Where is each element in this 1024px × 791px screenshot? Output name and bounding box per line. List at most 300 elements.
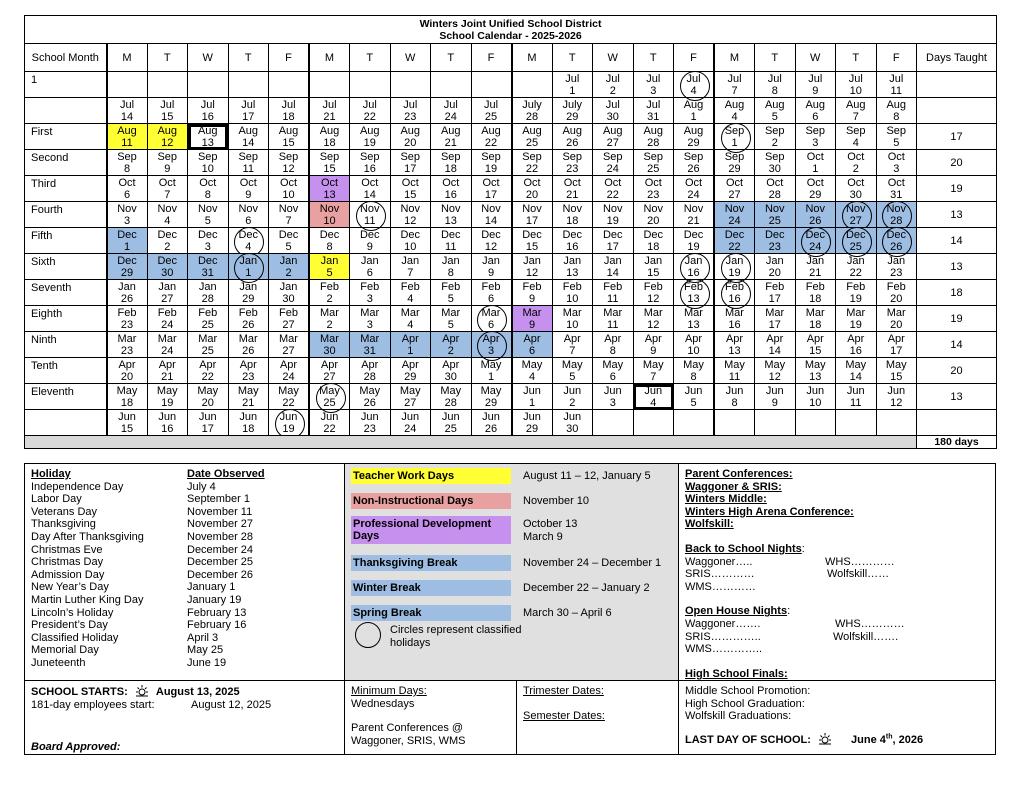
legend-thanksgiving-dates: November 24 – December 1 [523, 557, 662, 569]
date-cell: Sep 26 [674, 150, 715, 176]
date-cell: Jul 10 [836, 72, 877, 98]
date-cell: Dec 12 [471, 228, 512, 254]
calendar-subtitle: School Calendar - 2025-2026 [439, 29, 582, 42]
school-month-label: Sixth [25, 254, 107, 280]
legend-thanksgiving: Thanksgiving Break [351, 555, 511, 571]
date-cell: May 1 [471, 358, 512, 384]
date-cell: Dec 5 [269, 228, 310, 254]
date-cell [876, 410, 917, 436]
date-cell: Sep 4 [836, 124, 877, 150]
date-cell: Aug 1 [674, 98, 715, 124]
school-starts-box [25, 681, 345, 755]
date-cell: Sep 19 [471, 150, 512, 176]
school-month-header: School Month [25, 44, 107, 72]
date-cell [795, 410, 836, 436]
date-cell: Oct 24 [674, 176, 715, 202]
date-cell: Mar 23 [107, 332, 148, 358]
date-cell: Oct 7 [147, 176, 188, 202]
date-cell: Jun 22 [309, 410, 350, 436]
date-cell: May 22 [269, 384, 310, 410]
date-cell: Feb 5 [431, 280, 472, 306]
date-cell: Jun 23 [350, 410, 391, 436]
date-cell: Feb 24 [147, 306, 188, 332]
date-cell: Dec 4 [228, 228, 269, 254]
date-cell: Aug 12 [147, 124, 188, 150]
weekday-header: F [674, 44, 715, 72]
date-cell: Jul 17 [228, 98, 269, 124]
date-cell: May 20 [188, 384, 229, 410]
date-cell: Dec 16 [552, 228, 593, 254]
date-cell: Mar 4 [390, 306, 431, 332]
date-cell: Aug 8 [876, 98, 917, 124]
weekday-header: F [269, 44, 310, 72]
date-cell: May 15 [876, 358, 917, 384]
date-cell [512, 72, 553, 98]
holiday-date: April 3 [187, 631, 219, 644]
date-cell: Jul 3 [633, 72, 674, 98]
holiday-name: New Year’s Day [31, 581, 109, 594]
date-cell: Jun 25 [431, 410, 472, 436]
board-approved: Board Approved: [31, 741, 121, 753]
date-cell: Dec 1 [107, 228, 148, 254]
date-cell: Sep 1 [714, 124, 755, 150]
last-day-sup: th [885, 733, 893, 741]
date-cell: Apr 7 [552, 332, 593, 358]
holiday-date: January 19 [187, 593, 242, 606]
date-cell: Aug 14 [228, 124, 269, 150]
weekday-header: T [228, 44, 269, 72]
date-cell: Mar 11 [593, 306, 634, 332]
holiday-name: Martin Luther King Day [31, 593, 144, 606]
date-cell: Jun 16 [147, 410, 188, 436]
holiday-name: Christmas Eve [31, 543, 103, 556]
date-cell: Jun 10 [795, 384, 836, 410]
date-cell: Jan 19 [714, 254, 755, 280]
date-cell: Feb 16 [714, 280, 755, 306]
date-cell: Jun 5 [674, 384, 715, 410]
date-cell [350, 72, 391, 98]
bts-wms: WMS………… [685, 580, 756, 593]
date-cell: Sep 16 [350, 150, 391, 176]
days-taught-value: 14 [917, 332, 997, 358]
legend-non-instructional: Non-Instructional Days [351, 493, 511, 509]
date-cell: May 14 [836, 358, 877, 384]
date-cell: Dec 3 [188, 228, 229, 254]
date-cell: Aug 15 [269, 124, 310, 150]
date-cell [674, 410, 715, 436]
date-cell: Jul 15 [147, 98, 188, 124]
date-cell: Dec 9 [350, 228, 391, 254]
date-cell: Apr 17 [876, 332, 917, 358]
calendar-page [24, 15, 996, 755]
graduation-box [679, 681, 995, 755]
date-cell: Jan 8 [431, 254, 472, 280]
date-cell: Apr 10 [674, 332, 715, 358]
date-cell: Nov 18 [552, 202, 593, 228]
date-cell: Nov 17 [512, 202, 553, 228]
bottom-section [25, 680, 995, 754]
date-cell: Feb 3 [350, 280, 391, 306]
sunset-icon [818, 733, 832, 745]
date-cell: Aug 22 [471, 124, 512, 150]
date-cell: Jan 26 [107, 280, 148, 306]
date-cell: Feb 10 [552, 280, 593, 306]
date-cell: Nov 3 [107, 202, 148, 228]
date-cell: Dec 29 [107, 254, 148, 280]
date-cell: Dec 23 [755, 228, 796, 254]
date-cell: Oct 20 [512, 176, 553, 202]
date-cell: May 21 [228, 384, 269, 410]
school-starts-date: August 13, 2025 [155, 686, 240, 698]
weekday-header: F [876, 44, 917, 72]
date-cell: Nov 19 [593, 202, 634, 228]
events-column: Parent Conferences: Waggoner & SRIS: Winters Middle: Winters High Arena Conference: Wolfskill: Back to School Nights: Waggoner….. WHS………… SRIS………… Wolfskill…… WMS………… Open House Nights: Waggoner……. WHS………… SRIS………….. Wolfskill……. WMS………….. High School Finals: [679, 464, 995, 680]
date-cell: Oct 8 [188, 176, 229, 202]
date-cell: Oct 6 [107, 176, 148, 202]
date-cell: Jan 12 [512, 254, 553, 280]
date-cell: Mar 3 [350, 306, 391, 332]
oh-wolfskill: Wolfskill……. [833, 630, 899, 643]
date-cell: Nov 21 [674, 202, 715, 228]
date-cell [836, 410, 877, 436]
date-cell: Jul 23 [390, 98, 431, 124]
date-cell: Aug 27 [593, 124, 634, 150]
date-cell: Jan 5 [309, 254, 350, 280]
date-cell [714, 410, 755, 436]
ms-promotion: Middle School Promotion: [685, 685, 811, 697]
weekday-header: F [471, 44, 512, 72]
date-cell: Jun 18 [228, 410, 269, 436]
date-cell: Jul 2 [593, 72, 634, 98]
employees-start-label: 181-day employees start: [31, 698, 155, 711]
wolfskill-label: Wolfskill: [685, 518, 734, 531]
date-cell: Feb 18 [795, 280, 836, 306]
date-cell: Dec 24 [795, 228, 836, 254]
date-cell [755, 410, 796, 436]
date-cell: Jan 1 [228, 254, 269, 280]
date-cell: Oct 10 [269, 176, 310, 202]
date-cell: Oct 15 [390, 176, 431, 202]
date-cell: Apr 21 [147, 358, 188, 384]
date-cell: Jan 22 [836, 254, 877, 280]
date-cell: Feb 12 [633, 280, 674, 306]
date-cell: Jan 20 [755, 254, 796, 280]
last-day-date: June 4 [851, 733, 886, 746]
school-month-label: Seventh [25, 280, 107, 306]
holiday-date: November 11 [187, 505, 253, 518]
date-cell: Mar 31 [350, 332, 391, 358]
date-cell: Aug 13 [188, 124, 229, 150]
date-cell: July 29 [552, 98, 593, 124]
date-cell: Jul 25 [471, 98, 512, 124]
back-to-school-heading: Back to School Nights [685, 542, 802, 555]
date-cell: Aug 6 [795, 98, 836, 124]
date-cell: Nov 26 [795, 202, 836, 228]
calendar-title [25, 16, 997, 44]
date-cell: Nov 4 [147, 202, 188, 228]
date-cell: Mar 27 [269, 332, 310, 358]
holiday-name: Juneteenth [31, 656, 86, 669]
date-cell: Nov 28 [876, 202, 917, 228]
date-cell [471, 72, 512, 98]
date-cell [228, 72, 269, 98]
legend-prof-dev-date1: October 13 [523, 518, 578, 530]
date-cell: May 26 [350, 384, 391, 410]
date-cell: Aug 28 [633, 124, 674, 150]
school-month-label: First [25, 124, 107, 150]
school-month-label: Second [25, 150, 107, 176]
minimum-days-value: Wednesdays [351, 697, 415, 710]
days-taught-value [917, 410, 997, 436]
date-cell: May 6 [593, 358, 634, 384]
minimum-days-label: Minimum Days: [351, 685, 427, 697]
date-cell: Feb 27 [269, 306, 310, 332]
date-cell: Jan 9 [471, 254, 512, 280]
date-cell: Jul 16 [188, 98, 229, 124]
date-cell: Aug 18 [309, 124, 350, 150]
weekday-header: T [350, 44, 391, 72]
holiday-name: Labor Day [31, 493, 82, 506]
parent-conferences-heading: Parent Conferences: [685, 468, 793, 480]
date-cell: Mar 19 [836, 306, 877, 332]
trimester-dates: Trimester Dates: [523, 685, 604, 697]
date-cell: Oct 21 [552, 176, 593, 202]
date-cell: Jun 26 [471, 410, 512, 436]
date-cell: Jul 31 [633, 98, 674, 124]
date-cell: Apr 30 [431, 358, 472, 384]
last-day-year: , 2026 [892, 733, 924, 746]
date-cell: May 4 [512, 358, 553, 384]
date-cell: Jul 8 [755, 72, 796, 98]
bts-sris: SRIS………… [685, 568, 755, 581]
weekday-header: M [107, 44, 148, 72]
date-cell: Jan 6 [350, 254, 391, 280]
circles-note: Circles represent classified holidays [390, 624, 522, 649]
date-cell: Sep 29 [714, 150, 755, 176]
date-cell: Mar 2 [309, 306, 350, 332]
date-cell: Mar 25 [188, 332, 229, 358]
weekday-header: T [147, 44, 188, 72]
date-cell: Nov 11 [350, 202, 391, 228]
date-cell: Mar 24 [147, 332, 188, 358]
date-cell: Apr 3 [471, 332, 512, 358]
date-cell: Sep 11 [228, 150, 269, 176]
circle-icon [355, 622, 381, 648]
date-cell: Aug 19 [350, 124, 391, 150]
date-cell: Feb 9 [512, 280, 553, 306]
legend-winter: Winter Break [351, 580, 511, 596]
holiday-date: November 28 [187, 530, 254, 543]
date-cell: Dec 2 [147, 228, 188, 254]
date-cell: Mar 10 [552, 306, 593, 332]
weekday-header: T [633, 44, 674, 72]
oh-wms: WMS………….. [685, 643, 762, 656]
weekday-header: W [795, 44, 836, 72]
date-cell: Jan 29 [228, 280, 269, 306]
date-cell: Sep 30 [755, 150, 796, 176]
date-cell: Dec 30 [147, 254, 188, 280]
date-cell: May 19 [147, 384, 188, 410]
date-cell: Aug 4 [714, 98, 755, 124]
date-cell: Dec 17 [593, 228, 634, 254]
wolfskill-graduations: Wolfskill Graduations: [685, 710, 792, 723]
date-cell [147, 72, 188, 98]
date-cell: Mar 17 [755, 306, 796, 332]
date-cell: Jul 11 [876, 72, 917, 98]
days-taught-value [917, 98, 997, 124]
minimum-days-box [345, 681, 517, 755]
date-cell: Nov 6 [228, 202, 269, 228]
date-cell: Aug 11 [107, 124, 148, 150]
open-house-heading: Open House Nights [685, 605, 788, 618]
date-cell: Nov 12 [390, 202, 431, 228]
school-month-label: Eighth [25, 306, 107, 332]
days-taught-value: 18 [917, 280, 997, 306]
holiday-date: January 1 [187, 581, 236, 594]
date-cell [431, 72, 472, 98]
date-cell: Apr 27 [309, 358, 350, 384]
weekday-header: W [593, 44, 634, 72]
semester-dates: Semester Dates: [523, 709, 605, 722]
date-cell [107, 72, 148, 98]
date-cell: Dec 18 [633, 228, 674, 254]
date-cell [269, 72, 310, 98]
date-cell: Sep 10 [188, 150, 229, 176]
date-cell: Apr 1 [390, 332, 431, 358]
oh-waggoner: Waggoner……. [685, 617, 761, 630]
holiday-date: July 4 [187, 480, 216, 493]
calendar-table [24, 15, 997, 449]
holiday-name: Christmas Day [31, 556, 104, 569]
date-cell: Jan 27 [147, 280, 188, 306]
date-cell: Apr 24 [269, 358, 310, 384]
school-month-label [25, 410, 107, 436]
holiday-name: Memorial Day [31, 644, 99, 657]
date-cell: Apr 16 [836, 332, 877, 358]
dates-box [517, 681, 679, 755]
date-cell: Jun 3 [593, 384, 634, 410]
date-cell: Feb 20 [876, 280, 917, 306]
date-cell: Jun 17 [188, 410, 229, 436]
date-cell: Jun 2 [552, 384, 593, 410]
date-cell: Jan 30 [269, 280, 310, 306]
holiday-date: September 1 [187, 493, 250, 506]
date-cell: Mar 5 [431, 306, 472, 332]
date-cell: Sep 2 [755, 124, 796, 150]
date-cell [593, 410, 634, 436]
date-cell: Mar 20 [876, 306, 917, 332]
days-taught-header: Days Taught [917, 44, 997, 72]
date-cell: Apr 2 [431, 332, 472, 358]
date-cell: Jun 24 [390, 410, 431, 436]
date-cell: Jan 23 [876, 254, 917, 280]
date-cell: May 27 [390, 384, 431, 410]
date-cell: Nov 10 [309, 202, 350, 228]
legend-key [345, 464, 679, 680]
date-cell: Jun 9 [755, 384, 796, 410]
date-cell: Mar 9 [512, 306, 553, 332]
date-cell: Oct 13 [309, 176, 350, 202]
date-cell: Dec 22 [714, 228, 755, 254]
holiday-name: Veterans Day [31, 505, 98, 518]
days-taught-value: 20 [917, 358, 997, 384]
date-cell: Feb 13 [674, 280, 715, 306]
date-cell: Sep 24 [593, 150, 634, 176]
date-cell: Dec 10 [390, 228, 431, 254]
date-cell: Sep 22 [512, 150, 553, 176]
date-cell: Sep 9 [147, 150, 188, 176]
date-cell: Apr 20 [107, 358, 148, 384]
date-cell: Mar 6 [471, 306, 512, 332]
date-cell: Jul 21 [309, 98, 350, 124]
date-cell: Oct 9 [228, 176, 269, 202]
weekday-header: T [836, 44, 877, 72]
date-cell: Oct 23 [633, 176, 674, 202]
date-cell: Jul 30 [593, 98, 634, 124]
date-cell: Jul 18 [269, 98, 310, 124]
weekday-header: M [714, 44, 755, 72]
date-cell: Feb 17 [755, 280, 796, 306]
holiday-date: December 24 [187, 543, 254, 556]
date-cell: Dec 26 [876, 228, 917, 254]
date-cell: Apr 29 [390, 358, 431, 384]
date-cell: Nov 7 [269, 202, 310, 228]
date-cell: Nov 27 [836, 202, 877, 228]
date-cell: Sep 8 [107, 150, 148, 176]
date-cell: Dec 19 [674, 228, 715, 254]
date-cell: Jun 11 [836, 384, 877, 410]
last-day-label: LAST DAY OF SCHOOL: [685, 733, 811, 746]
legend-prof-dev-date2: March 9 [523, 531, 563, 543]
days-taught-value: 19 [917, 176, 997, 202]
date-cell: Feb 25 [188, 306, 229, 332]
date-cell: Oct 22 [593, 176, 634, 202]
date-cell: May 18 [107, 384, 148, 410]
weekday-header: T [755, 44, 796, 72]
legend-spring-dates: March 30 – April 6 [523, 607, 612, 619]
date-cell: Aug 21 [431, 124, 472, 150]
date-cell: Oct 27 [714, 176, 755, 202]
days-taught-value: 13 [917, 202, 997, 228]
hs-graduation: High School Graduation: [685, 697, 805, 710]
date-cell: Jul 22 [350, 98, 391, 124]
date-cell: Jan 16 [674, 254, 715, 280]
date-cell: Feb 23 [107, 306, 148, 332]
school-month-label: Ninth [25, 332, 107, 358]
days-taught-value: 14 [917, 228, 997, 254]
date-cell: Mar 16 [714, 306, 755, 332]
bts-wolfskill: Wolfskill…… [827, 568, 890, 581]
date-cell: Jun 12 [876, 384, 917, 410]
weekday-header: M [512, 44, 553, 72]
total-days: 180 days [917, 436, 997, 449]
date-cell: Nov 13 [431, 202, 472, 228]
date-cell: May 5 [552, 358, 593, 384]
date-cell: Sep 15 [309, 150, 350, 176]
date-cell: Jan 15 [633, 254, 674, 280]
legend-teacher-work-dates: August 11 – 12, January 5 [523, 470, 651, 482]
date-cell: Dec 8 [309, 228, 350, 254]
date-cell: Mar 26 [228, 332, 269, 358]
date-cell: Jan 7 [390, 254, 431, 280]
parent-conf-schools: Waggoner, SRIS, WMS [351, 734, 466, 747]
holiday-name: Thanksgiving [31, 518, 96, 531]
date-cell: Jul 7 [714, 72, 755, 98]
date-cell: Aug 5 [755, 98, 796, 124]
days-taught-value: 20 [917, 150, 997, 176]
school-month-label: Tenth [25, 358, 107, 384]
school-month-label: Fifth [25, 228, 107, 254]
